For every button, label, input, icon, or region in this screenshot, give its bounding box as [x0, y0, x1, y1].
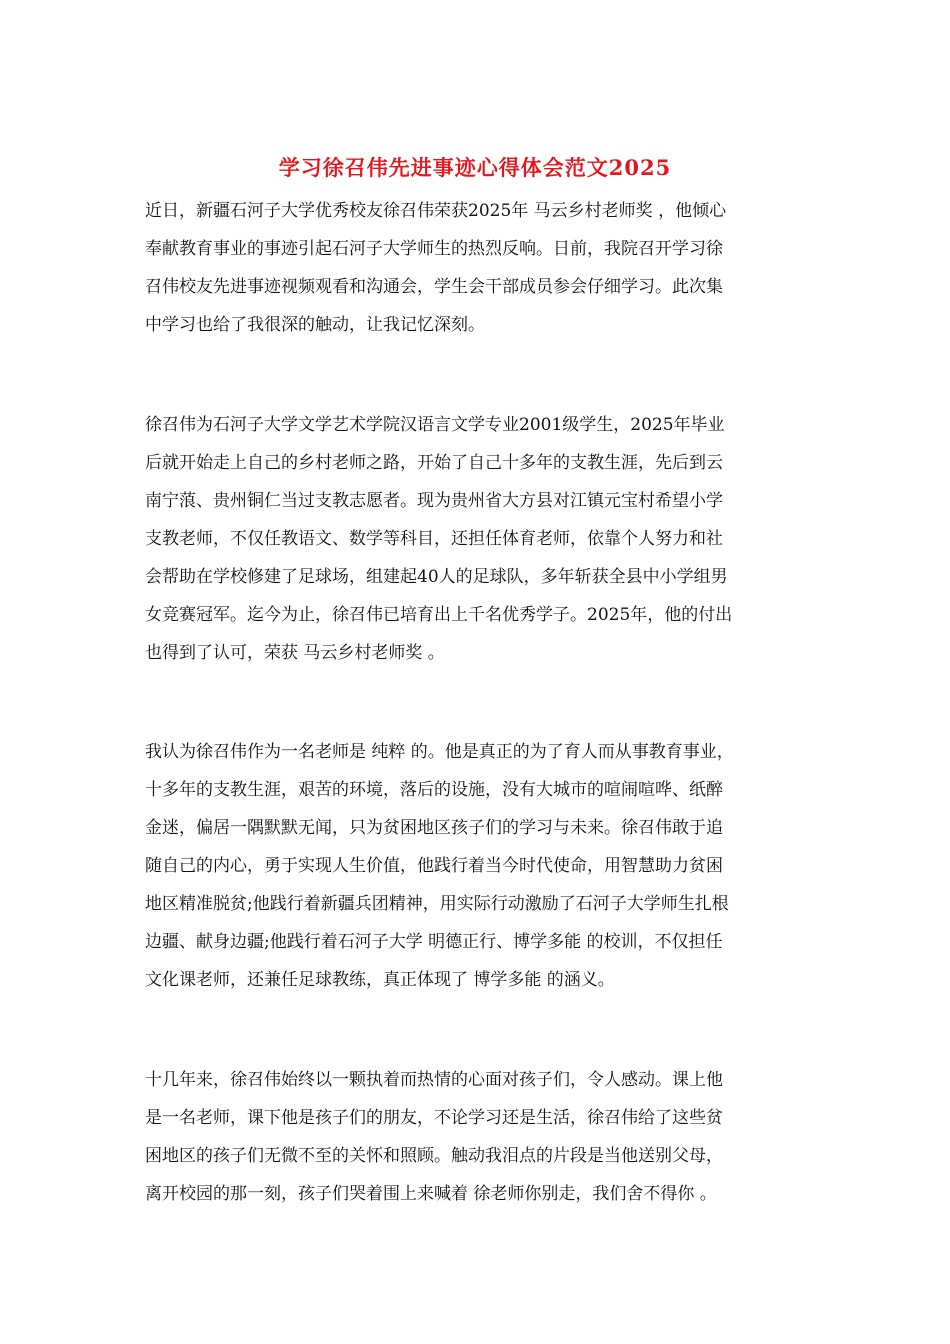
paragraph-line: 女竞赛冠军。迄今为止，徐召伟已培育出上千名优秀学子。2025年，他的付出	[145, 605, 733, 625]
document-title: 学习徐召伟先进事迹心得体会范文2025	[278, 155, 672, 180]
paragraph-line: 地区精准脱贫;他践行着新疆兵团精神，用实际行动激励了石河子大学师生扎根	[145, 894, 729, 914]
paragraph-line: 南宁蒗、贵州铜仁当过支教志愿者。现为贵州省大方县对江镇元宝村希望小学	[145, 491, 723, 511]
paragraph-line: 随自己的内心，勇于实现人生价值，他践行着当今时代使命，用智慧助力贫困	[145, 856, 723, 876]
paragraph-line: 是一名老师，课下他是孩子们的朋友，不论学习还是生活，徐召伟给了这些贫	[145, 1108, 723, 1128]
paragraph-line: 后就开始走上自己的乡村老师之路，开始了自己十多年的支教生涯，先后到云	[145, 453, 723, 473]
paragraph-line: 文化课老师，还兼任足球教练，真正体现了 博学多能 的涵义。	[145, 970, 615, 990]
paragraph-line: 支教老师，不仅任教语文、数学等科目，还担任体育老师，依靠个人努力和社	[145, 529, 723, 549]
paragraph-line: 会帮助在学校修建了足球场，组建起40人的足球队，多年斩获全县中小学组男	[145, 567, 728, 587]
paragraph-line: 我认为徐召伟作为一名老师是 纯粹 的。他是真正的为了育人而从事教育事业，	[145, 742, 734, 762]
paragraph-line: 离开校园的那一刻，孩子们哭着围上来喊着 徐老师你别走，我们舍不得你 。	[145, 1184, 717, 1204]
paragraph-line: 召伟校友先进事迹视频观看和沟通会，学生会干部成员参会仔细学习。此次集	[145, 277, 723, 297]
paragraph-line: 困地区的孩子们无微不至的关怀和照顾。触动我泪点的片段是当他送别父母，	[145, 1146, 723, 1166]
paragraph-line: 十几年来，徐召伟始终以一颗执着而热情的心面对孩子们，令人感动。课上他	[145, 1070, 723, 1090]
paragraph-line: 奉献教育事业的事迹引起石河子大学师生的热烈反响。日前，我院召开学习徐	[145, 239, 723, 259]
paragraph-line: 金迷，偏居一隅默默无闻，只为贫困地区孩子们的学习与未来。徐召伟敢于追	[145, 818, 723, 838]
paragraph-line: 中学习也给了我很深的触动，让我记忆深刻。	[145, 315, 485, 335]
paragraph-line: 边疆、献身边疆;他践行着石河子大学 明德正行、博学多能 的校训，不仅担任	[145, 932, 723, 952]
paragraph-line: 也得到了认可，荣获 马云乡村老师奖 。	[145, 643, 445, 663]
paragraph-line: 十多年的支教生涯，艰苦的环境，落后的设施，没有大城市的喧闹喧哗、纸醉	[145, 780, 723, 800]
paragraph-line: 徐召伟为石河子大学文学艺术学院汉语言文学专业2001级学生，2025年毕业	[145, 415, 725, 435]
paragraph-line: 近日，新疆石河子大学优秀校友徐召伟荣获2025年 马云乡村老师奖 ，他倾心	[145, 201, 727, 221]
